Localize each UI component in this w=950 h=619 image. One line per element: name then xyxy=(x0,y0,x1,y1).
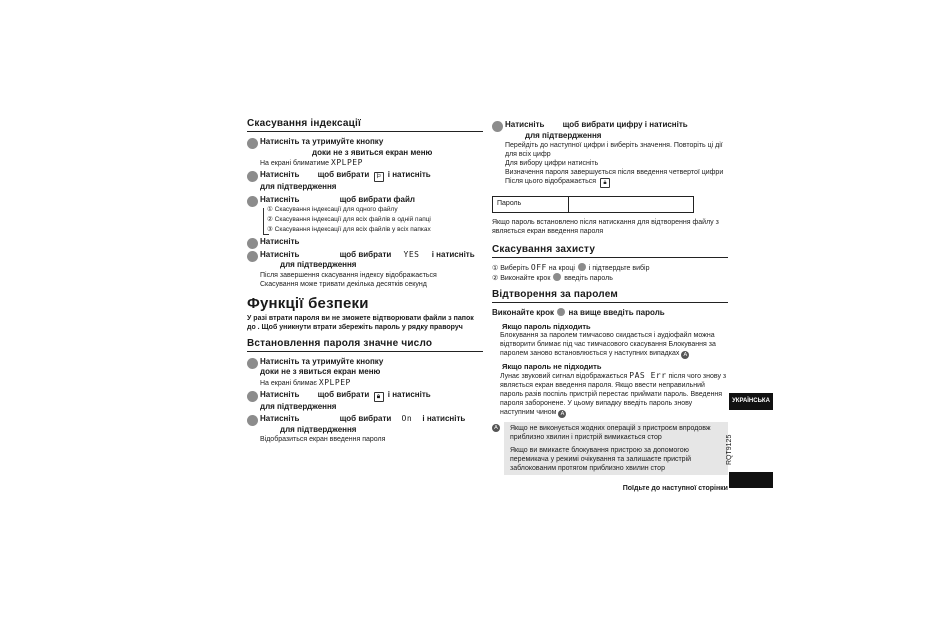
cancel-index-step-1: Натисніть та утримуйте кнопку доки не з явиться екран меню xyxy=(247,137,483,158)
marker-a-icon: A xyxy=(492,424,500,432)
security-intro: У разі втрати пароля ви не зможете відтворювати файли з папок до . Щоб уникнути втрати збережіть пароль у рядку праворуч xyxy=(247,314,474,331)
next-page-note: Поїдьте до наступної сторінки xyxy=(622,484,728,492)
password-mismatch-text: Лунає звуковий сигнал відображається PAS Err після чого знову з являється екран введення пароля. Якщо ввести неправильний пароль разів поспіль пристрій перестає приймати пароль. Введення пароля заборонене. У цьому випадку введіть пароль знову наступним чином A xyxy=(500,370,727,417)
step-marker-icon xyxy=(247,415,258,426)
side-tab-block xyxy=(729,472,773,488)
step-marker-icon xyxy=(247,251,258,262)
step-4-note: Визначення пароля завершується після введення четвертої цифри xyxy=(505,169,724,176)
step-marker-icon xyxy=(247,358,258,369)
left-column xyxy=(247,118,483,444)
password-match-heading: Якщо пароль підходить xyxy=(502,321,591,331)
password-match-text: Блокування за паролем тимчасово скидається і аудіофайл можна відтворити блимає під час тимчасового скасування Блокування за паролем заново встановлюється у наступних випадках A xyxy=(500,331,716,358)
step-marker-icon xyxy=(557,308,565,316)
auto-lock-note: Якщо не виконується жодних операцій з пристроєм впродовж приблизно хвилин і пристрій вимикається стор xyxy=(504,422,728,444)
lock-icon: 🔒︎ xyxy=(600,178,610,188)
set-password-step-3-note: Відобразиться екран введення пароля xyxy=(260,436,386,443)
set-password-heading: Встановлення пароля значне число xyxy=(247,338,483,352)
lock-icon: 🔒︎ xyxy=(374,392,384,402)
language-tab: УКРАЇНСЬКА xyxy=(729,393,773,410)
cancel-index-option: ② Скасування індексації для всіх файлів в одній папці xyxy=(267,216,431,223)
password-mismatch-heading: Якщо пароль не підходить xyxy=(502,361,602,371)
cancel-index-step-5: Натисніть щоб вибрати YES і натисніть для підтвердження xyxy=(247,250,483,271)
password-label: Пароль xyxy=(493,197,569,212)
step-4-note: Перейдіть до наступної цифри і виберіть значення. Повторіть ці дії для всіх цифр xyxy=(505,142,723,158)
set-password-step-4: Натисніть щоб вибрати цифру і натисніть для підтвердження xyxy=(492,120,728,141)
step-marker-icon xyxy=(247,171,258,182)
password-note: Якщо пароль встановлено після натискання для відтворення файлу з являється екран введення пароля xyxy=(492,219,719,235)
marker-a-icon: A xyxy=(558,410,566,418)
cancel-index-after-1: Після завершення скасування індексу відображається xyxy=(260,271,437,279)
step-marker-icon xyxy=(247,238,258,249)
cancel-protect-line-2: ② Виконайте крок введіть пароль xyxy=(492,275,613,282)
step-marker-icon xyxy=(553,273,561,281)
step-marker-icon xyxy=(578,263,586,271)
cancel-index-options xyxy=(247,205,483,235)
cancel-index-after-2: Скасування може тривати декілька десятків секунд xyxy=(260,280,427,288)
cancel-index-step-4: Натисніть xyxy=(247,237,483,248)
cancel-index-option: ③ Скасування індексації для всіх файлів у всіх папках xyxy=(267,226,431,233)
cancel-index-step-1-note: На екрані блиматиме XPLPEP xyxy=(260,158,363,167)
step-4-after: Після цього відображається 🔒︎ xyxy=(492,177,728,188)
document-code: RQT9125 xyxy=(726,434,733,466)
cancel-index-step-2: Натисніть щоб вибрати ⚐ і натисніть для підтвердження xyxy=(247,170,483,193)
flag-icon: ⚐ xyxy=(374,172,384,182)
right-column xyxy=(492,118,728,492)
step-marker-icon xyxy=(492,121,503,132)
cancel-index-option: ① Скасування індексації для одного файлу xyxy=(267,206,398,213)
password-record-table xyxy=(492,196,694,213)
set-password-step-1-note: На екрані блимає XPLPEP xyxy=(260,377,351,387)
set-password-step-3: Натисніть щоб вибрати On і натисніть для підтвердження xyxy=(247,414,483,435)
auto-lock-note: Якщо ви вмикаєте блокування пристрою за допомогою перемикача у режимі очікування та залишаєте пристрій заблокованим протягом приблизно хвилин стор xyxy=(504,444,728,475)
playback-lead: Виконайте крок на вище введіть пароль xyxy=(492,308,665,317)
cancel-protect-line-1: ① Виберіть OFF на кроці і підтвердьте вибір xyxy=(492,263,650,272)
marker-a-icon: A xyxy=(681,351,689,359)
step-marker-icon xyxy=(247,391,258,402)
set-password-step-1: Натисніть та утримуйте кнопку доки не з явиться екран меню xyxy=(247,357,483,378)
cancel-protect-heading: Скасування захисту xyxy=(492,244,728,258)
auto-lock-notes xyxy=(492,422,728,475)
step-4-note: Для вибору цифри натисніть xyxy=(505,160,599,167)
cancel-index-heading: Скасування індексації xyxy=(247,118,483,132)
step-marker-icon xyxy=(247,138,258,149)
cancel-index-step-3: Натисніть щоб вибрати файл xyxy=(247,195,483,206)
playback-heading: Відтворення за паролем xyxy=(492,289,728,303)
set-password-step-2: Натисніть щоб вибрати 🔒︎ і натисніть для підтвердження xyxy=(247,390,483,413)
security-title: Функції безпеки xyxy=(247,294,369,312)
